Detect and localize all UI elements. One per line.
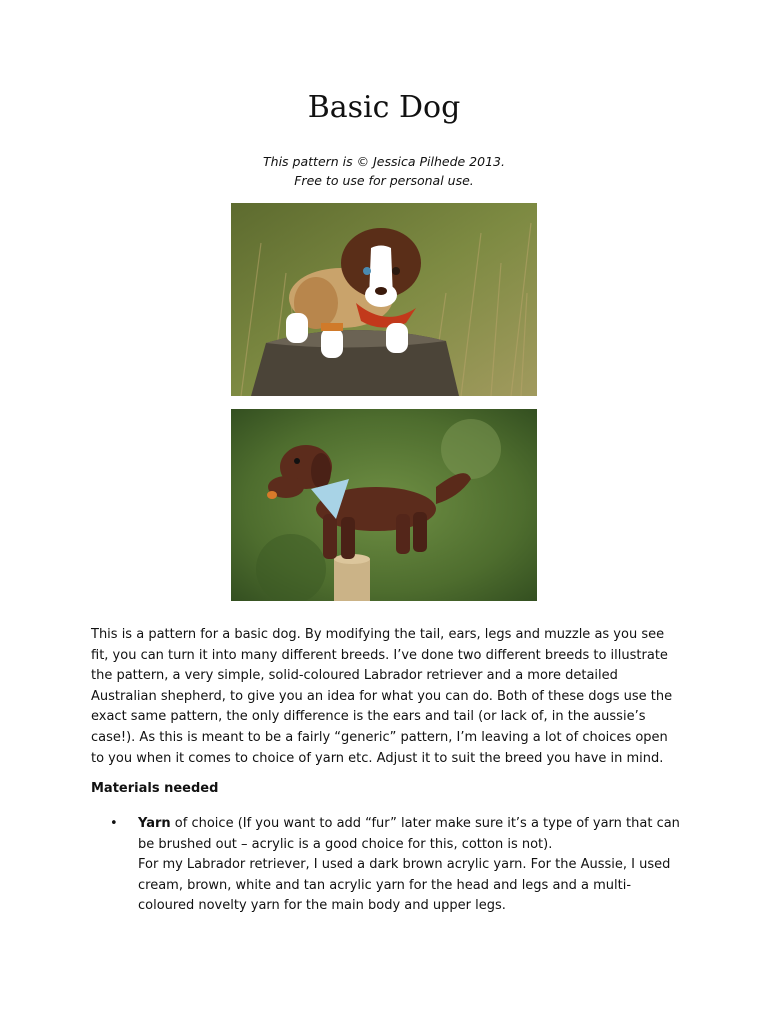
materials-item-text: of choice (If you want to add “fur” later make sure it’s a type of yarn that can be brushed out – acrylic is a good choice for this, cotton is not). bbox=[138, 816, 680, 852]
labrador-retriever-illustration bbox=[231, 409, 537, 601]
materials-list bbox=[110, 814, 685, 917]
copyright-notice bbox=[0, 152, 768, 190]
materials-item-detail: For my Labrador retriever, I used a dark brown acrylic yarn. For the Aussie, I used cream, brown, white and tan acrylic yarn for the head and legs and a multi-coloured novelty yarn for the main body and upper legs. bbox=[138, 857, 671, 914]
australian-shepherd-photo bbox=[231, 203, 537, 396]
copyright-line: This pattern is © Jessica Pilhede 2013. bbox=[263, 154, 505, 169]
list-item bbox=[110, 814, 685, 917]
license-line: Free to use for personal use. bbox=[294, 173, 474, 188]
materials-heading: Materials needed bbox=[91, 781, 219, 796]
labrador-retriever-photo bbox=[231, 409, 537, 601]
bullet-icon: • bbox=[110, 816, 118, 831]
page-title: Basic Dog bbox=[307, 90, 461, 125]
materials-item-label: Yarn bbox=[138, 816, 171, 831]
australian-shepherd-illustration bbox=[231, 203, 537, 396]
intro-paragraph: This is a pattern for a basic dog. By modifying the tail, ears, legs and muzzle as you see fit, you can turn it into many different breeds. I’ve done two different breeds to illustrate the pattern, a very simple, solid-coloured Labrador retriever and a more detailed Australian shepherd, to give you an idea for what you can do. Both of these dogs use the exact same pattern, the only difference is the ears and tail (or lack of, in the aussie’s case!). As this is meant to be a fairly “generic” pattern, I’m leaving a lot of choices open to you when it comes to choice of yarn etc. Adjust it to suit the breed you have in mind. bbox=[91, 627, 673, 766]
